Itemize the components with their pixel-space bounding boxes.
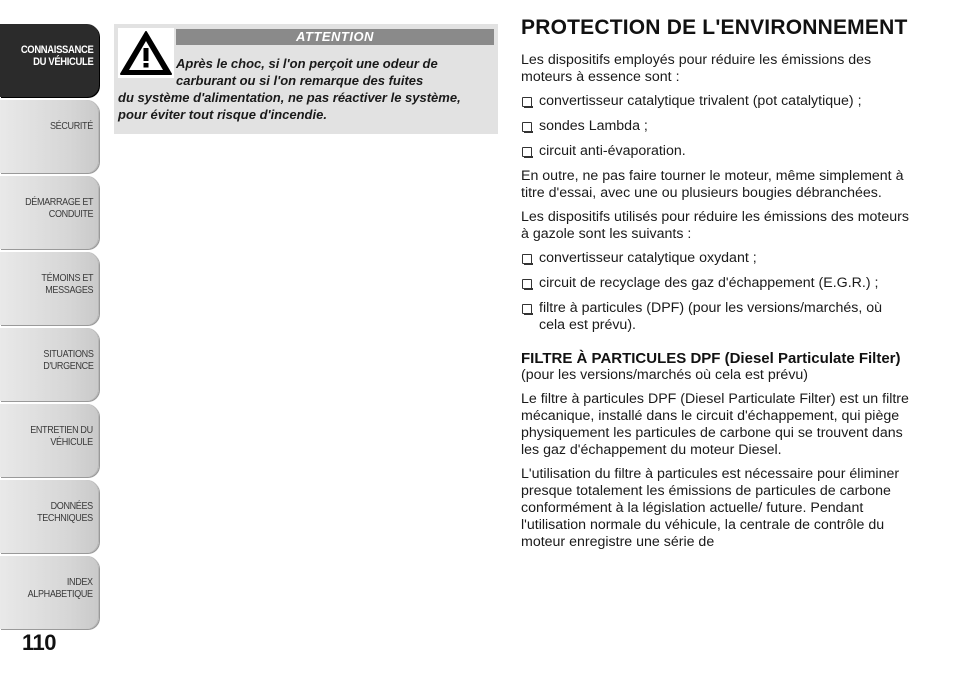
tab-connaissance-du-vehicule[interactable] [0, 24, 99, 97]
checkbox-bullet-icon [522, 254, 532, 264]
paragraph: Les dispositifs employés pour réduire les émissions des moteurs à essence sont : [521, 52, 872, 85]
checkbox-bullet-icon [522, 147, 532, 157]
diesel-devices-list [521, 250, 911, 334]
warning-line-1: Après le choc, si l'on perçoit une odeur de [176, 56, 438, 71]
warning-line-rest: du système d'alimentation, ne pas réactiver le système, pour éviter tout risque d'incendie. [118, 90, 461, 122]
tab-index-alphabetique[interactable] [0, 556, 99, 629]
list-item-text: circuit anti-évaporation. [539, 143, 686, 159]
list-item-text: circuit de recyclage des gaz d'échappement (E.G.R.) ; [539, 275, 879, 291]
paragraph: Les dispositifs utilisés pour réduire les émissions des moteurs à gazole sont les suivants : [521, 209, 909, 242]
checkbox-bullet-icon [522, 304, 532, 314]
list-item [521, 300, 911, 334]
tab-label: TÉMOINS ET MESSAGES [41, 272, 93, 296]
checkbox-bullet-icon [522, 279, 532, 289]
list-item [521, 143, 911, 160]
tab-demarrage-et-conduite[interactable] [0, 176, 99, 249]
tab-label: DÉMARRAGE ET CONDUITE [24, 196, 93, 220]
tab-label: DONNÉES TECHNIQUES [37, 500, 93, 524]
section-title: FILTRE À PARTICULES DPF (Diesel Particulate Filter) [521, 350, 901, 367]
warning-box [114, 24, 498, 134]
paragraph: Le filtre à particules DPF (Diesel Particulate Filter) est un filtre mécanique, installé dans le circuit d'échappement, qui piège physiquement les particules de carbone qui se trouvent dans les gaz d'échappement du moteur Diesel. [521, 391, 909, 458]
checkbox-bullet-icon [522, 122, 532, 132]
tab-entretien-du-vehicule[interactable] [0, 404, 99, 477]
checkbox-bullet-icon [522, 97, 532, 107]
tab-situations-durgence[interactable] [0, 328, 99, 401]
list-item [521, 93, 911, 110]
section-subtitle: (pour les versions/marchés où cela est prévu) [521, 367, 809, 383]
warning-line-2: carburant ou si l'on remarque des fuites [176, 73, 424, 88]
list-item [521, 118, 911, 135]
list-item-text: sondes Lambda ; [539, 118, 648, 134]
tab-temoins-et-messages[interactable] [0, 252, 99, 325]
warning-header: ATTENTION [176, 29, 494, 45]
list-item-text: filtre à particules (DPF) (pour les versions/marchés, où cela est prévu). [539, 300, 882, 333]
main-content [521, 17, 911, 558]
list-item-text: convertisseur catalytique trivalent (pot catalytique) ; [539, 93, 862, 109]
tab-label: SÉCURITÉ [50, 120, 93, 132]
list-item [521, 275, 911, 292]
tab-label: CONNAISSANCE DU VÉHICULE [20, 44, 93, 68]
page-title: PROTECTION DE L'ENVIRONNEMENT [521, 16, 908, 39]
tab-label: SITUATIONS D'URGENCE [42, 348, 93, 372]
paragraph: En outre, ne pas faire tourner le moteur, même simplement à titre d'essai, avec une ou plusieurs bougies débranchées. [521, 168, 904, 201]
paragraph: L'utilisation du filtre à particules est nécessaire pour éliminer presque totalement les émissions de particules de carbone conformément à la législation actuelle/ future. Pendant l'utilisation normale du véhicule, la centrale de contrôle du moteur enregistre une série de [521, 466, 900, 550]
tab-label: INDEX ALPHABETIQUE [27, 576, 93, 600]
tab-label: ENTRETIEN DU VÉHICULE [30, 424, 93, 448]
petrol-devices-list [521, 93, 911, 160]
page-number: 110 [22, 630, 56, 655]
tab-donnees-techniques[interactable] [0, 480, 99, 553]
list-item [521, 250, 911, 267]
list-item-text: convertisseur catalytique oxydant ; [539, 250, 757, 266]
warning-text [118, 55, 492, 123]
tab-securite[interactable] [0, 100, 99, 173]
